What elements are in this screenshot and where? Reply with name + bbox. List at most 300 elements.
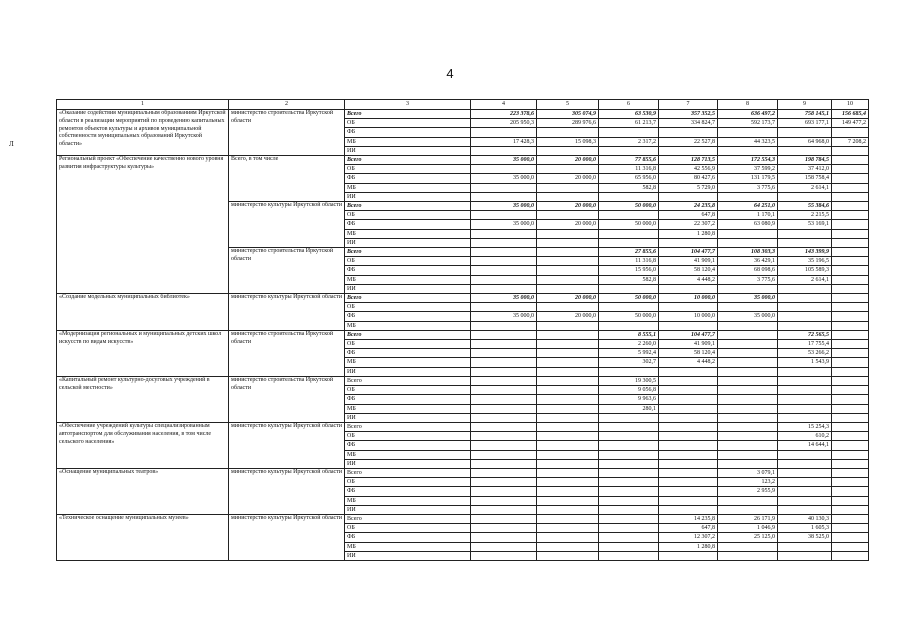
- budget-value: [599, 238, 659, 247]
- budget-value: [718, 422, 778, 431]
- budget-value: [599, 211, 659, 220]
- executor-name: министерство культуры Иркутской области: [229, 468, 345, 514]
- budget-value: 35 000,0: [471, 156, 537, 165]
- budget-value: 647,8: [659, 211, 718, 220]
- budget-value: 35 000,0: [471, 174, 537, 183]
- budget-value: [659, 459, 718, 468]
- budget-value: [659, 441, 718, 450]
- funding-source: МБ: [345, 542, 471, 551]
- budget-value: [659, 386, 718, 395]
- budget-value: [832, 386, 869, 395]
- budget-value: 4 448,2: [659, 358, 718, 367]
- budget-value: [471, 432, 537, 441]
- budget-value: 37 599,2: [718, 165, 778, 174]
- budget-value: [599, 432, 659, 441]
- budget-value: 1 543,9: [778, 358, 832, 367]
- budget-value: [832, 330, 869, 339]
- budget-value: [599, 542, 659, 551]
- funding-source: ИИ: [345, 192, 471, 201]
- budget-value: 53 169,1: [778, 220, 832, 229]
- column-header: 6: [599, 100, 659, 110]
- executor-name: министерство культуры Иркутской области: [229, 514, 345, 560]
- funding-source: ОБ: [345, 119, 471, 128]
- budget-value: 42 556,9: [659, 165, 718, 174]
- funding-source: ФБ: [345, 395, 471, 404]
- budget-value: [537, 192, 599, 201]
- budget-value: [778, 303, 832, 312]
- budget-value: [659, 404, 718, 413]
- budget-value: [537, 432, 599, 441]
- budget-value: [599, 367, 659, 376]
- budget-value: [599, 514, 659, 523]
- budget-value: 758 145,1: [778, 110, 832, 119]
- budget-value: 35 196,5: [778, 257, 832, 266]
- budget-value: 11 316,8: [599, 165, 659, 174]
- budget-value: [832, 294, 869, 303]
- budget-value: [471, 468, 537, 477]
- budget-value: [537, 478, 599, 487]
- budget-value: [832, 275, 869, 284]
- budget-value: 104 477,7: [659, 330, 718, 339]
- column-header: 2: [229, 100, 345, 110]
- budget-value: [832, 257, 869, 266]
- budget-value: [659, 505, 718, 514]
- budget-value: 4 448,2: [659, 275, 718, 284]
- budget-value: [659, 487, 718, 496]
- column-header: 1: [57, 100, 229, 110]
- budget-value: [599, 468, 659, 477]
- budget-value: [718, 238, 778, 247]
- budget-value: 334 824,7: [659, 119, 718, 128]
- budget-value: [718, 229, 778, 238]
- budget-value: [832, 238, 869, 247]
- funding-source: ОБ: [345, 257, 471, 266]
- budget-value: [537, 146, 599, 155]
- budget-value: [537, 413, 599, 422]
- budget-value: [832, 367, 869, 376]
- budget-value: [599, 422, 659, 431]
- budget-value: [537, 551, 599, 560]
- budget-value: [832, 284, 869, 293]
- budget-value: [537, 533, 599, 542]
- budget-value: [537, 349, 599, 358]
- funding-source: МБ: [345, 275, 471, 284]
- budget-value: 55 384,6: [778, 202, 832, 211]
- budget-value: 357 352,5: [659, 110, 718, 119]
- budget-value: [599, 533, 659, 542]
- budget-value: 280,1: [599, 404, 659, 413]
- budget-value: 41 909,1: [659, 340, 718, 349]
- budget-value: 35 000,0: [471, 202, 537, 211]
- budget-value: [599, 496, 659, 505]
- budget-value: [778, 284, 832, 293]
- budget-value: [832, 358, 869, 367]
- budget-value: [599, 321, 659, 330]
- budget-value: [599, 551, 659, 560]
- budget-value: 64 251,0: [718, 202, 778, 211]
- budget-value: [537, 505, 599, 514]
- budget-table: [56, 99, 869, 561]
- measure-name: «Капитальный ремонт культурно-досуговых учреждений в сельской местности»: [57, 376, 229, 422]
- budget-value: [778, 496, 832, 505]
- side-mark: Л: [9, 140, 14, 148]
- budget-value: 104 477,7: [659, 248, 718, 257]
- budget-value: [832, 524, 869, 533]
- budget-value: [599, 487, 659, 496]
- budget-value: [471, 358, 537, 367]
- budget-value: [537, 395, 599, 404]
- budget-value: [778, 413, 832, 422]
- table-row: [57, 514, 869, 523]
- column-header: 5: [537, 100, 599, 110]
- budget-value: [537, 422, 599, 431]
- budget-value: 58 120,4: [659, 349, 718, 358]
- budget-value: [718, 358, 778, 367]
- budget-value: [832, 542, 869, 551]
- measure-name: «Оказание содействия муниципальным образованиям Иркутской области в реализации мероприятий по проведению капитальных ремонтов объектов культуры и архивов муниципальной собственности муниципальных образований Иркутской области»: [57, 110, 229, 156]
- budget-value: [659, 551, 718, 560]
- budget-value: [537, 404, 599, 413]
- budget-value: [537, 257, 599, 266]
- budget-value: [471, 248, 537, 257]
- budget-value: [471, 376, 537, 385]
- budget-value: [832, 202, 869, 211]
- budget-value: 36 429,1: [718, 257, 778, 266]
- funding-source: Всего: [345, 294, 471, 303]
- budget-value: [832, 459, 869, 468]
- funding-source: ИИ: [345, 284, 471, 293]
- budget-value: 636 497,2: [718, 110, 778, 119]
- budget-value: [778, 376, 832, 385]
- budget-value: 108 303,3: [718, 248, 778, 257]
- budget-value: 128 713,5: [659, 156, 718, 165]
- budget-value: [832, 441, 869, 450]
- budget-value: [718, 192, 778, 201]
- funding-source: ФБ: [345, 220, 471, 229]
- budget-value: [471, 386, 537, 395]
- funding-source: Всего: [345, 514, 471, 523]
- budget-value: [471, 514, 537, 523]
- budget-value: [537, 386, 599, 395]
- budget-value: [471, 146, 537, 155]
- budget-value: [832, 349, 869, 358]
- funding-source: ОБ: [345, 524, 471, 533]
- budget-value: [659, 496, 718, 505]
- budget-value: [778, 192, 832, 201]
- budget-value: 11 316,8: [599, 257, 659, 266]
- budget-value: 289 976,6: [537, 119, 599, 128]
- funding-source: МБ: [345, 358, 471, 367]
- budget-value: [471, 238, 537, 247]
- budget-value: [832, 192, 869, 201]
- budget-value: [471, 441, 537, 450]
- table-row: [57, 294, 869, 303]
- budget-value: [832, 478, 869, 487]
- page-number: 4: [446, 66, 454, 81]
- budget-value: 50 000,0: [599, 220, 659, 229]
- budget-value: 41 909,1: [659, 257, 718, 266]
- budget-value: [659, 284, 718, 293]
- budget-value: [537, 459, 599, 468]
- budget-value: 610,2: [778, 432, 832, 441]
- header-row: [57, 100, 869, 110]
- budget-value: [832, 303, 869, 312]
- budget-value: [832, 395, 869, 404]
- budget-value: [537, 165, 599, 174]
- budget-value: 1 046,9: [718, 524, 778, 533]
- budget-value: [471, 404, 537, 413]
- column-header: 4: [471, 100, 537, 110]
- funding-source: ИИ: [345, 367, 471, 376]
- funding-source: ИИ: [345, 146, 471, 155]
- budget-value: 27 855,6: [599, 248, 659, 257]
- funding-source: ОБ: [345, 478, 471, 487]
- budget-value: 647,8: [659, 524, 718, 533]
- budget-value: [537, 468, 599, 477]
- executor-name: Всего, в том числе: [229, 156, 345, 202]
- column-header: 3: [345, 100, 471, 110]
- budget-value: [832, 211, 869, 220]
- budget-value: [659, 422, 718, 431]
- budget-value: [832, 220, 869, 229]
- budget-value: 64 968,0: [778, 137, 832, 146]
- budget-value: [778, 468, 832, 477]
- budget-value: 25 125,0: [718, 533, 778, 542]
- budget-value: 35 000,0: [718, 294, 778, 303]
- budget-value: [471, 533, 537, 542]
- budget-value: 158 758,4: [778, 174, 832, 183]
- budget-value: [659, 468, 718, 477]
- budget-value: [599, 303, 659, 312]
- budget-value: [832, 321, 869, 330]
- budget-value: [832, 266, 869, 275]
- budget-value: [718, 386, 778, 395]
- budget-value: [471, 275, 537, 284]
- budget-value: [718, 376, 778, 385]
- funding-source: Всего: [345, 376, 471, 385]
- budget-value: 44 323,5: [718, 137, 778, 146]
- budget-value: [718, 413, 778, 422]
- budget-value: 693 177,1: [778, 119, 832, 128]
- budget-value: [537, 321, 599, 330]
- budget-value: [599, 413, 659, 422]
- budget-value: [778, 395, 832, 404]
- budget-value: [537, 330, 599, 339]
- budget-value: [718, 146, 778, 155]
- budget-value: [537, 542, 599, 551]
- budget-value: 7 208,2: [832, 137, 869, 146]
- budget-value: [832, 413, 869, 422]
- budget-value: [471, 330, 537, 339]
- budget-value: [778, 459, 832, 468]
- budget-value: 198 784,5: [778, 156, 832, 165]
- executor-name: министерство строительства Иркутской области: [229, 376, 345, 422]
- funding-source: ФБ: [345, 349, 471, 358]
- budget-value: [471, 183, 537, 192]
- budget-value: [471, 192, 537, 201]
- budget-value: [718, 551, 778, 560]
- budget-value: 302,7: [599, 358, 659, 367]
- budget-value: 35 000,0: [471, 294, 537, 303]
- budget-value: 58 120,4: [659, 266, 718, 275]
- budget-value: [599, 524, 659, 533]
- budget-value: [471, 395, 537, 404]
- funding-source: МБ: [345, 321, 471, 330]
- measure-name: «Обеспечение учреждений культуры специализированным автотранспортом для обслуживания населения, в том числе сельского населения»: [57, 422, 229, 468]
- budget-value: [778, 294, 832, 303]
- budget-value: 50 000,0: [599, 312, 659, 321]
- budget-value: 105 589,3: [778, 266, 832, 275]
- budget-value: 1 170,1: [718, 211, 778, 220]
- budget-value: [659, 450, 718, 459]
- table-row: [57, 468, 869, 477]
- budget-value: [718, 496, 778, 505]
- budget-value: [778, 450, 832, 459]
- budget-value: 305 074,9: [537, 110, 599, 119]
- budget-value: 9 963,6: [599, 395, 659, 404]
- budget-value: [659, 192, 718, 201]
- executor-name: министерство строительства Иркутской области: [229, 110, 345, 156]
- budget-value: 20 000,0: [537, 156, 599, 165]
- budget-value: [537, 524, 599, 533]
- funding-source: ОБ: [345, 303, 471, 312]
- budget-value: 65 956,0: [599, 174, 659, 183]
- executor-name: министерство культуры Иркутской области: [229, 422, 345, 468]
- budget-value: 2 614,1: [778, 275, 832, 284]
- budget-value: [599, 450, 659, 459]
- funding-source: ИИ: [345, 505, 471, 514]
- budget-value: [537, 376, 599, 385]
- column-header: 9: [778, 100, 832, 110]
- budget-value: [718, 432, 778, 441]
- budget-value: 50 000,0: [599, 202, 659, 211]
- budget-value: 2 955,9: [718, 487, 778, 496]
- budget-value: [599, 284, 659, 293]
- budget-value: [718, 450, 778, 459]
- funding-source: ФБ: [345, 128, 471, 137]
- budget-value: [537, 441, 599, 450]
- budget-table-body: [57, 100, 869, 561]
- budget-value: [659, 367, 718, 376]
- funding-source: МБ: [345, 183, 471, 192]
- budget-value: [599, 478, 659, 487]
- budget-value: [537, 248, 599, 257]
- budget-value: [471, 551, 537, 560]
- budget-value: [537, 284, 599, 293]
- budget-value: [832, 496, 869, 505]
- budget-value: [599, 146, 659, 155]
- measure-name: «Создание модельных муниципальных библиотек»: [57, 294, 229, 331]
- budget-value: [659, 146, 718, 155]
- budget-value: 2 614,1: [778, 183, 832, 192]
- budget-value: 223 378,6: [471, 110, 537, 119]
- funding-source: МБ: [345, 450, 471, 459]
- budget-value: 582,8: [599, 183, 659, 192]
- budget-value: [718, 367, 778, 376]
- budget-value: 20 000,0: [537, 220, 599, 229]
- funding-source: ОБ: [345, 340, 471, 349]
- budget-value: [599, 441, 659, 450]
- budget-value: [659, 432, 718, 441]
- budget-value: 63 080,9: [718, 220, 778, 229]
- budget-value: [778, 505, 832, 514]
- budget-value: [599, 229, 659, 238]
- budget-value: [471, 524, 537, 533]
- column-header: 7: [659, 100, 718, 110]
- executor-name: министерство культуры Иркутской области: [229, 202, 345, 248]
- budget-value: [718, 330, 778, 339]
- budget-value: [471, 340, 537, 349]
- budget-value: [537, 487, 599, 496]
- budget-value: [718, 441, 778, 450]
- budget-value: [471, 266, 537, 275]
- budget-value: [832, 432, 869, 441]
- budget-value: 72 565,5: [778, 330, 832, 339]
- budget-value: 149 477,2: [832, 119, 869, 128]
- budget-value: [832, 128, 869, 137]
- budget-value: [778, 229, 832, 238]
- budget-value: 592 173,7: [718, 119, 778, 128]
- budget-value: [718, 459, 778, 468]
- funding-source: Всего: [345, 156, 471, 165]
- budget-value: [471, 496, 537, 505]
- budget-value: [832, 551, 869, 560]
- budget-value: [718, 321, 778, 330]
- budget-value: [537, 358, 599, 367]
- budget-value: 14 235,8: [659, 514, 718, 523]
- budget-value: 172 554,3: [718, 156, 778, 165]
- budget-value: [537, 367, 599, 376]
- budget-value: [832, 487, 869, 496]
- budget-value: [659, 413, 718, 422]
- budget-value: [471, 487, 537, 496]
- budget-value: 63 530,9: [599, 110, 659, 119]
- funding-source: ФБ: [345, 174, 471, 183]
- budget-value: [778, 404, 832, 413]
- budget-value: [718, 404, 778, 413]
- budget-value: [832, 505, 869, 514]
- budget-value: [659, 303, 718, 312]
- budget-value: [832, 146, 869, 155]
- budget-value: [599, 505, 659, 514]
- budget-value: [471, 211, 537, 220]
- budget-value: 61 213,7: [599, 119, 659, 128]
- budget-value: [778, 367, 832, 376]
- budget-value: 131 179,5: [718, 174, 778, 183]
- budget-value: 10 000,0: [659, 312, 718, 321]
- budget-value: 143 399,9: [778, 248, 832, 257]
- budget-value: [471, 128, 537, 137]
- column-header: 10: [832, 100, 869, 110]
- budget-value: [471, 165, 537, 174]
- budget-value: 1 280,8: [659, 542, 718, 551]
- budget-value: 40 130,3: [778, 514, 832, 523]
- budget-value: 19 300,5: [599, 376, 659, 385]
- budget-value: 2 215,5: [778, 211, 832, 220]
- budget-value: [832, 422, 869, 431]
- budget-value: [659, 376, 718, 385]
- budget-value: [537, 450, 599, 459]
- measure-name: «Оснащение муниципальных театров»: [57, 468, 229, 514]
- budget-value: 5 992,4: [599, 349, 659, 358]
- executor-name: министерство строительства Иркутской области: [229, 330, 345, 376]
- budget-value: [832, 376, 869, 385]
- budget-value: [718, 303, 778, 312]
- table-row: [57, 110, 869, 119]
- budget-value: 156 685,4: [832, 110, 869, 119]
- budget-value: [832, 450, 869, 459]
- budget-value: [832, 533, 869, 542]
